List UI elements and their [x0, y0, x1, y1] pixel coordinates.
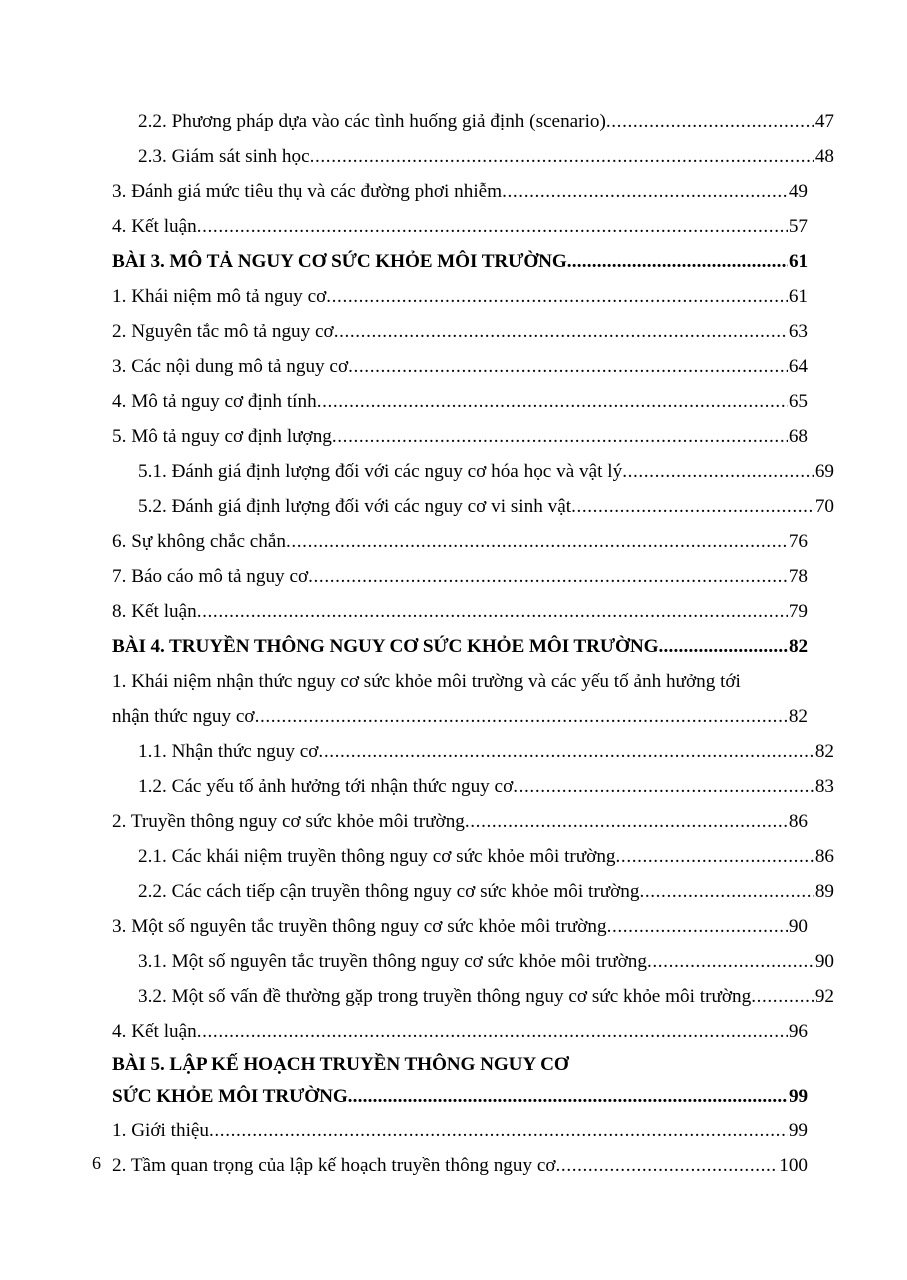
toc-heading-row[interactable]: [112, 629, 808, 664]
toc-entry-row[interactable]: [112, 104, 834, 139]
toc-page-number: 48: [814, 146, 834, 167]
toc-entry-final-line: [112, 1081, 808, 1113]
toc-entry-row[interactable]: [112, 279, 808, 314]
toc-dot-leader: [571, 497, 814, 516]
toc-dot-leader: [513, 777, 814, 796]
toc-entry-row[interactable]: [112, 769, 834, 804]
toc-page-number: 64: [788, 356, 808, 377]
toc-dot-leader: [255, 707, 788, 726]
toc-dot-leader: [616, 847, 814, 866]
toc-page-number: 76: [788, 531, 808, 552]
toc-entry-row[interactable]: [112, 314, 808, 349]
toc-heading-row[interactable]: [112, 244, 808, 279]
toc-dot-leader: [318, 742, 813, 761]
toc-page-number: 100: [779, 1155, 808, 1176]
toc-entry-row[interactable]: [112, 139, 834, 174]
toc-entry-title: 1. Giới thiệu: [112, 1120, 210, 1141]
toc-entry-title: 4. Mô tả nguy cơ định tính: [112, 391, 317, 412]
toc-entry-list: [112, 104, 834, 1183]
toc-page-number: 92: [814, 986, 834, 1007]
toc-entry-title: BÀI 3. MÔ TẢ NGUY CƠ SỨC KHỎE MÔI TRƯỜNG: [112, 251, 567, 272]
toc-entry-row[interactable]: [112, 944, 834, 979]
toc-page-number: 82: [788, 706, 808, 727]
toc-entry-title: 1. Khái niệm mô tả nguy cơ: [112, 286, 327, 307]
toc-entry-row[interactable]: [112, 349, 808, 384]
toc-entry-title: 2. Truyền thông nguy cơ sức khỏe môi trường: [112, 811, 465, 832]
toc-page-number: 83: [814, 776, 834, 797]
toc-dot-leader: [308, 567, 788, 586]
toc-entry-title: 1.2. Các yếu tố ảnh hưởng tới nhận thức nguy cơ: [138, 776, 514, 797]
toc-entry-title: 2.1. Các khái niệm truyền thông nguy cơ sức khỏe môi trường: [138, 846, 616, 867]
toc-page-number: 63: [788, 321, 808, 342]
toc-entry-row[interactable]: [112, 874, 834, 909]
toc-dot-leader: [622, 462, 814, 481]
toc-entry-row[interactable]: [112, 1148, 808, 1183]
toc-dot-leader: [502, 182, 788, 201]
page-number: 6: [92, 1153, 101, 1173]
toc-dot-leader: [607, 917, 788, 936]
toc-dot-leader: [310, 147, 814, 166]
toc-entry-row[interactable]: [112, 174, 808, 209]
toc-entry-title: 2.2. Phương pháp dựa vào các tình huống giả định (scenario): [138, 111, 606, 132]
toc-entry-title: SỨC KHỎE MÔI TRƯỜNG: [112, 1086, 348, 1107]
toc-entry-title: 2. Nguyên tắc mô tả nguy cơ: [112, 321, 334, 342]
toc-dot-leader: [197, 602, 788, 621]
toc-entry-title: BÀI 4. TRUYỀN THÔNG NGUY CƠ SỨC KHỎE MÔI TRƯỜNG: [112, 636, 659, 657]
toc-entry-row[interactable]: [112, 594, 808, 629]
toc-entry-title: 6. Sự không chắc chắn: [112, 531, 286, 552]
toc-entry-row[interactable]: [112, 734, 834, 769]
toc-dot-leader: [606, 112, 814, 131]
toc-heading-row[interactable]: [112, 1049, 808, 1113]
toc-entry-title: 3. Một số nguyên tắc truyền thông nguy cơ sức khỏe môi trường: [112, 916, 607, 937]
toc-dot-leader: [647, 952, 814, 971]
toc-entry-title: 3.1. Một số nguyên tắc truyền thông nguy cơ sức khỏe môi trường: [138, 951, 647, 972]
toc-entry-row[interactable]: [112, 524, 808, 559]
toc-entry-row[interactable]: [112, 804, 808, 839]
toc-entry-row[interactable]: [112, 1113, 808, 1148]
toc-dot-leader: [197, 1022, 788, 1041]
toc-page-number: 68: [788, 426, 808, 447]
toc-entry-title: 5.1. Đánh giá định lượng đối với các nguy cơ hóa học và vật lý: [138, 461, 623, 482]
toc-dot-leader: [567, 252, 788, 271]
toc-page-number: 61: [789, 251, 808, 272]
toc-page-number: 96: [788, 1021, 808, 1042]
toc-page-number: 70: [814, 496, 834, 517]
toc-dot-leader: [286, 532, 788, 551]
toc-entry-title: 1.1. Nhận thức nguy cơ: [138, 741, 319, 762]
toc-entry-row[interactable]: [112, 419, 808, 454]
toc-entry-title: 2.2. Các cách tiếp cận truyền thông nguy cơ sức khỏe môi trường: [138, 881, 640, 902]
toc-dot-leader: [317, 392, 788, 411]
toc-dot-leader: [465, 812, 788, 831]
toc-dot-leader: [197, 217, 788, 236]
toc-entry-row[interactable]: [112, 454, 834, 489]
toc-page-number: 78: [788, 566, 808, 587]
toc-page-number: 99: [789, 1086, 808, 1107]
toc-dot-leader: [639, 882, 813, 901]
toc-page-number: 99: [788, 1120, 808, 1141]
toc-dot-leader: [334, 322, 788, 341]
toc-entry-title: 3. Đánh giá mức tiêu thụ và các đường phơi nhiễm: [112, 181, 503, 202]
toc-page-number: 47: [814, 111, 834, 132]
toc-entry-title: 3. Các nội dung mô tả nguy cơ: [112, 356, 349, 377]
toc-entry-row[interactable]: [112, 664, 808, 734]
toc-page-number: 86: [788, 811, 808, 832]
toc-entry-title: nhận thức nguy cơ: [112, 706, 255, 727]
toc-page-number: 49: [788, 181, 808, 202]
toc-entry-title: 5.2. Đánh giá định lượng đối với các nguy cơ vi sinh vật: [138, 496, 572, 517]
toc-entry-title: 5. Mô tả nguy cơ định lượng: [112, 426, 332, 447]
toc-page-number: 89: [814, 881, 834, 902]
toc-page-number: 82: [814, 741, 834, 762]
toc-page-number: 65: [788, 391, 808, 412]
toc-entry-title: 4. Kết luận: [112, 216, 197, 237]
toc-page-number: 90: [814, 951, 834, 972]
toc-dot-leader: [332, 427, 788, 446]
toc-dot-leader: [751, 987, 814, 1006]
toc-dot-leader: [209, 1121, 788, 1140]
toc-entry-row[interactable]: [112, 559, 808, 594]
toc-entry-title: 8. Kết luận: [112, 601, 197, 622]
toc-entry-row[interactable]: [112, 839, 834, 874]
toc-entry-title: 7. Báo cáo mô tả nguy cơ: [112, 566, 309, 587]
toc-page-number: 57: [788, 216, 808, 237]
toc-dot-leader: [556, 1156, 779, 1175]
toc-page-number: 61: [788, 286, 808, 307]
toc-entry-row[interactable]: [112, 909, 808, 944]
toc-entry-title: 3.2. Một số vấn đề thường gặp trong truyền thông nguy cơ sức khỏe môi trường: [138, 986, 752, 1007]
toc-entry-title: 4. Kết luận: [112, 1021, 197, 1042]
toc-page-number: 82: [789, 636, 808, 657]
toc-entry-row[interactable]: [112, 209, 808, 244]
toc-entry-final-line: [112, 699, 808, 734]
toc-entry-title-line1: BÀI 5. LẬP KẾ HOẠCH TRUYỀN THÔNG NGUY CƠ: [112, 1054, 569, 1075]
toc-page-number: 90: [788, 916, 808, 937]
toc-entry-title: 2. Tầm quan trọng của lập kế hoạch truyền thông nguy cơ: [112, 1155, 556, 1176]
toc-entry-title: 2.3. Giám sát sinh học: [138, 146, 310, 167]
toc-entry-row[interactable]: [112, 1014, 808, 1049]
toc-dot-leader: [658, 637, 788, 656]
toc-dot-leader: [348, 1087, 788, 1106]
toc-dot-leader: [326, 287, 788, 306]
toc-entry-row[interactable]: [112, 489, 834, 524]
toc-entry-title-line1: 1. Khái niệm nhận thức nguy cơ sức khỏe môi trường và các yếu tố ảnh hưởng tới: [112, 671, 741, 692]
toc-entry-row[interactable]: [112, 384, 808, 419]
toc-entry-row[interactable]: [112, 979, 834, 1014]
toc-page-number: 79: [788, 601, 808, 622]
toc-page-number: 69: [814, 461, 834, 482]
toc-dot-leader: [348, 357, 788, 376]
toc-page-number: 86: [814, 846, 834, 867]
